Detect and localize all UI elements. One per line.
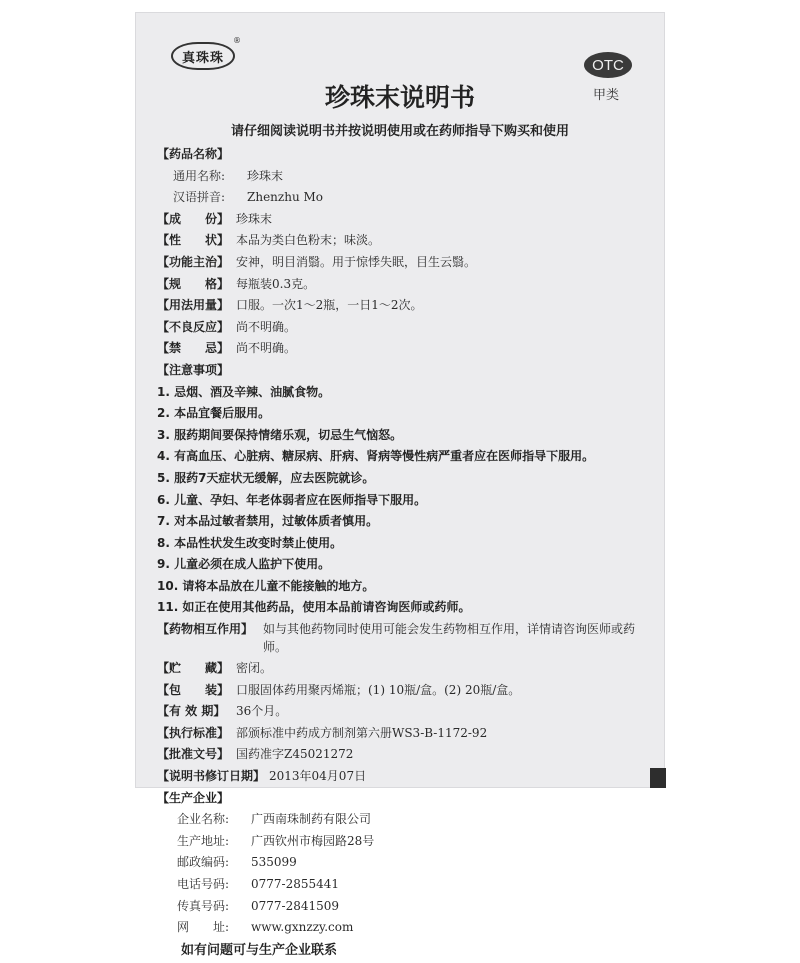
instruction-sheet: [135, 12, 665, 958]
pinyin-row: 汉语拼音: Zhenzhu Mo: [173, 190, 324, 205]
brand-logo: [171, 42, 235, 70]
manufacturer-field: 邮政编码: 535099: [177, 855, 297, 870]
precaution-item: 5. 服药7天症状无缓解，应去医院就诊。: [157, 470, 375, 485]
precautions-heading: 【注意事项】: [157, 362, 230, 377]
character-row: 【性 状】 本品为类白色粉末；味淡。: [157, 233, 381, 248]
contraindications-row: 【禁 忌】 尚不明确。: [157, 341, 297, 356]
registered-mark: ®: [233, 36, 241, 45]
precaution-item: 8. 本品性状发生改变时禁止使用。: [157, 535, 343, 550]
ingredients-row: 【成 份】 珍珠末: [157, 211, 273, 226]
interactions-row: 【药物相互作用】 如与其他药物同时使用可能会发生药物相互作用，详情请咨询医师或药师。: [157, 622, 636, 655]
manufacturer-field: 传真号码: 0777-2841509: [177, 898, 340, 913]
precaution-item: 1. 忌烟、酒及辛辣、油腻食物。: [157, 384, 331, 399]
reading-notice: 请仔细阅读说明书并按说明使用或在药师指导下购买和使用: [230, 124, 569, 139]
precaution-item: 11. 如正在使用其他药品，使用本品前请咨询医师或药师。: [157, 600, 471, 615]
adverse-row: 【不良反应】 尚不明确。: [157, 319, 297, 334]
indications-row: 【功能主治】 安神，明目消翳。用于惊悸失眠，目生云翳。: [157, 254, 477, 269]
standard-row: 【执行标准】 部颁标准中药成方制剂第六册WS3-B-1172-92: [157, 725, 488, 740]
precaution-item: 3. 服药期间要保持情绪乐观，切忌生气恼怒。: [157, 427, 403, 442]
precaution-item: 7. 对本品过敏者禁用，过敏体质者慎用。: [157, 514, 379, 529]
document-title: 珍珠末说明书: [324, 83, 475, 112]
manufacturer-field: 生产地址: 广西钦州市梅园路28号: [177, 833, 375, 848]
approval-row: 【批准文号】 国药准字Z45021272: [157, 747, 354, 762]
precaution-item: 6. 儿童、孕妇、年老体弱者应在医师指导下服用。: [157, 492, 427, 507]
manufacturer-field: 网 址: www.gxnzzy.com: [177, 920, 354, 935]
specification-row: 【规 格】 每瓶装0.3克。: [157, 276, 316, 291]
document-body: [157, 144, 657, 963]
package-row: 【包 装】 口服固体药用聚丙烯瓶；(1) 10瓶/盒。(2) 20瓶/盒。: [157, 682, 521, 697]
manufacturer-field: 企业名称: 广西南珠制药有限公司: [177, 812, 372, 827]
precaution-item: 9. 儿童必须在成人监护下使用。: [157, 557, 331, 572]
dosage-row: 【用法用量】 口服。一次1～2瓶，一日1～2次。: [157, 298, 423, 313]
storage-row: 【贮 藏】 密闭。: [157, 661, 273, 676]
contact-footer: 如有问题可与生产企业联系: [181, 942, 338, 958]
precaution-item: 10. 请将本品放在儿童不能接触的地方。: [157, 578, 375, 593]
precaution-item: 2. 本品宜餐后服用。: [157, 406, 271, 421]
precautions-list: [157, 382, 657, 620]
precaution-item: 4. 有高血压、心脏病、糖尿病、肝病、肾病等慢性病严重者应在医师指导下服用。: [157, 449, 595, 464]
common-name-row: 通用名称: 珍珠末: [173, 168, 284, 183]
logo-text: 真珠珠: [181, 50, 224, 66]
manufacturer-heading: 【生产企业】: [157, 790, 230, 805]
background-edge: [650, 768, 666, 788]
manufacturer-field: 电话号码: 0777-2855441: [177, 877, 340, 891]
drug-name-heading: 【药品名称】: [157, 147, 230, 161]
otc-class-label: 甲类: [593, 88, 620, 103]
validity-row: 【有 效 期】 36个月。: [157, 704, 288, 719]
revision-row: 【说明书修订日期】 2013年04月07日: [157, 769, 367, 784]
otc-badge: OTC: [584, 52, 632, 78]
